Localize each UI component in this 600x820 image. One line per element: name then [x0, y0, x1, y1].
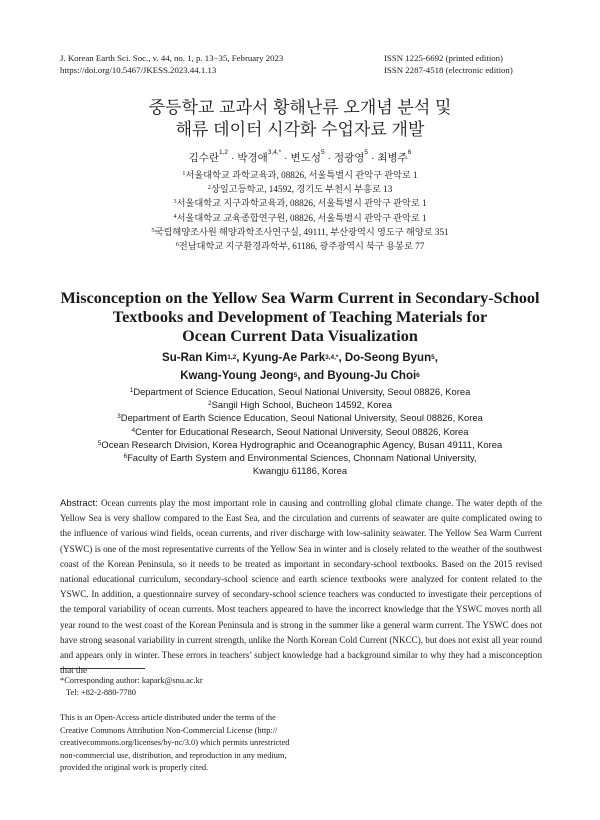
english-affiliation: $^2$Sangil High School, Bucheon 14592, Korea: [208, 399, 392, 411]
abstract: [60, 496, 542, 678]
license-line: provided the original work is properly cited.: [60, 763, 209, 772]
author-separator: ·: [230, 152, 235, 164]
english-affiliation: $^6$Faculty of Earth System and Environmental Sciences, Chonnam National University,: [123, 452, 477, 464]
korean-affiliations: [0, 168, 600, 253]
english-affiliation: $^5$Ocean Research Division, Korea Hydrographic and Oceanographic Agency, Busan 49111, Korea: [97, 438, 503, 450]
abstract-label: Abstract:: [60, 498, 98, 509]
korean-author: 김수란$^{1,2}$: [188, 149, 229, 164]
english-author: Kyung-Ae Park$^{3,4,*}$,: [242, 352, 345, 364]
english-title-line2: Textbooks and Development of Teaching Materials for: [112, 308, 488, 326]
korean-author: 정광영$^5$: [333, 149, 369, 164]
english-authors-line2: [0, 368, 600, 386]
english-affiliations: [0, 385, 600, 477]
english-author: Byoung-Ju Choi$^6$: [327, 370, 420, 382]
footnote-rule: [60, 668, 145, 669]
license-line: Creative Commons Attribution Non-Commercial License (http://: [60, 725, 278, 735]
abstract-text: Ocean currents play the most important role in causing and controlling global climate change. The water depth of the Yellow Sea is very shallow compared to the East Sea, and the circulation and currents of seawater are quite complicated owing to the influence of various wind fields, ocean currents, and river discharge with low-salinity seawater. The Yellow Sea Warm Current (YSWC) is one of the most representative currents of the Yellow Sea in winter and is closely related to the weather of the southwest coast of the Korean Peninsula, so it needs to be treated as important in secondary-school textbooks. Based on the 2015 revised national educational curriculum, secondary-school science and earth science textbooks were analyzed for content related to the YSWC. In addition, a questionnaire survey of secondary-school science teachers was conducted to investigate their perceptions of the temporal variability of ocean currents. Most teachers appeared to have the incorrect knowledge that the YSWC moves north all year round to the west coast of the Korean Peninsula and is strong in the summer like a general warm current. The YSWC does not have strong seasonal variability in current strength, unlike the North Korean Cold Current (NKCC), but does not exist all year round and appears only in winter. These errors in teachers’ subject knowledge had a background similar to why they had a misconception that the: [60, 498, 542, 676]
korean-affiliation: $^5$국립해양조사원 해양과학조사연구실, 49111, 부산광역시 영도구 해양로 351: [151, 226, 449, 237]
korean-affiliation: $^3$서울대학교 지구과학교육과, 08826, 서울특별시 관악구 관악로 1: [173, 198, 427, 209]
korean-affiliation: $^2$상일고등학교, 14592, 경기도 부천시 부흥로 13: [207, 184, 393, 195]
korean-title-line1: 중등학교 교과서 황해난류 오개념 분석 및: [148, 98, 452, 117]
journal-citation: J. Korean Earth Sci. Soc., v. 44, no. 1, p. 13−35, February 2023: [60, 53, 284, 63]
english-affiliation-continued: Kwangju 61186, Korea: [252, 465, 348, 477]
english-title-line3: Ocean Current Data Visualization: [182, 327, 418, 345]
english-affiliation: $^3$Department of Earth Science Education, Seoul National University, Seoul 08826, Korea: [117, 412, 483, 424]
english-author: Su-Ran Kim$^{1,2}$,: [162, 352, 243, 364]
author-separator: ·: [327, 152, 332, 164]
english-affiliation: $^1$Department of Science Education, Seoul National University, Seoul 08826, Korea: [129, 386, 471, 397]
author-separator: ·: [284, 152, 288, 164]
korean-title-line2: 해류 데이터 시각화 수업자료 개발: [175, 120, 425, 139]
english-authors-line1: [0, 350, 600, 368]
issn-electronic: ISSN 2287-4518 (electronic edition): [384, 65, 513, 75]
license-notice: [60, 712, 310, 775]
korean-author: 최병주$^6$: [377, 149, 412, 164]
korean-author: 박경애$^{3,4,*}$: [237, 149, 282, 164]
english-title-line1: Misconception on the Yellow Sea Warm Current in Secondary-School: [60, 289, 540, 307]
korean-affiliation: $^4$서울대학교 교육종합연구원, 08826, 서울특별시 관악구 관악로 1: [173, 212, 427, 223]
english-author: Do-Seong Byun$^5$,: [344, 352, 438, 364]
korean-affiliation: $^6$전남대학교 지구환경과학부, 61186, 광주광역시 북구 용봉로 77: [175, 241, 425, 252]
english-affiliation: $^4$Center for Educational Research, Seoul National University, Seoul 08826, Korea: [131, 425, 469, 437]
korean-author: 변도성$^5$: [290, 149, 325, 164]
doi-link[interactable]: https://doi.org/10.5467/JKESS.2023.44.1.13: [60, 65, 217, 75]
english-author: Kwang-Young Jeong$^5$, and: [180, 370, 328, 382]
corresponding-tel: Tel: +82-2-880-7780: [66, 688, 136, 697]
license-line: creativecommons.org/licenses/by-nc/3.0) which permits unrestricted: [60, 738, 290, 747]
author-separator: ·: [370, 152, 375, 164]
issn-print: ISSN 1225-6692 (printed edition): [384, 53, 503, 63]
license-line: non-commercial use, distribution, and reproduction in any medium,: [60, 750, 287, 760]
license-line: This is an Open-Access article distributed under the terms of the: [60, 713, 276, 722]
corresponding-author: *Corresponding author: kapark@snu.ac.kr: [60, 676, 203, 685]
korean-affiliation: $^1$서울대학교 과학교육과, 08826, 서울특별시 관악구 관악로 1: [182, 170, 418, 180]
korean-authors: [0, 150, 600, 165]
